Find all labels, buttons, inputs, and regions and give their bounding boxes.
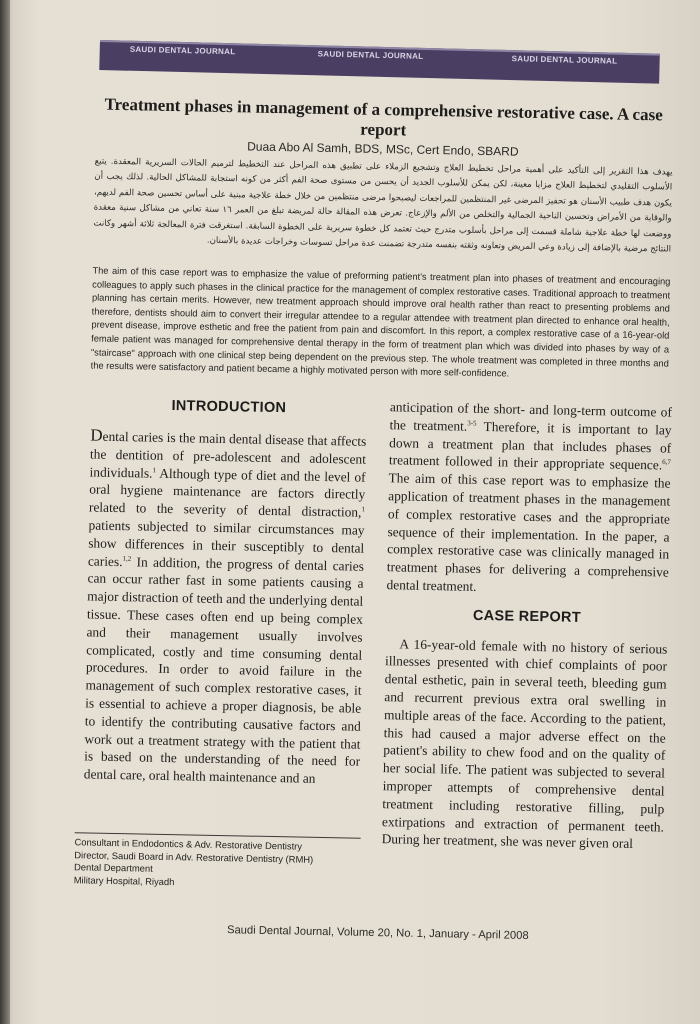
article-title: Treatment phases in management of a comprehensive restorative case. A case report <box>104 94 663 140</box>
footnote-line: Director, Saudi Board in Adv. Restorative Dentistry (RMH) <box>74 848 314 865</box>
english-abstract: The aim of this case report was to emphasize the value of preforming patient's treatment plan into phases of treatment and encouraging colleagues to apply such phases in the clinical practice for the management of complex restorative cases. Traditional approach to treatment planning has certain merits. However, new treatment approach should improve oral health rather than react to presenting problems and therefore, dentists should aim to convert their irregular attendee to a regular attendee with treatment plan directed to enhance oral health, prevent disease, improve esthetic and free the patient from pain and discomfort. In this report, a complex restorative case of a 16-year-old female patient was managed for comprehensive dental therapy in the form of treatment plan which was divided into phases by way of a "staircase" approach with one clinical step being dependent on the previous step. The whole treatment was completed in three months and the results were satisfactory and patient became a highly motivated person with more self-confidence. <box>90 265 671 379</box>
left-column <box>84 426 367 788</box>
header-label: SAUDI DENTAL JOURNAL <box>129 44 236 57</box>
arabic-abstract: يهدف هذا التقرير إلى التأكيد على أهمية مراحل تخطيط العلاج وتشجيع الزملاء على تطبيق هذه المراحل عند التخطيط لترميم الحالات السريرية المعقدة. يتبع الأسلوب التقليدي لتخطيط العلاج مزايا معينة، لكن يمكن للأسلوب الجديد أن يحسن من مستوى صحة الفم أكثر من كونه استجابة للمشاكل الحالية. لذلك يجب أن يكون هدف طبيب الأسنان هو تحفيز المرضى غير المنتظمين للمراجعات ليصبحوا مرضى منتظمين من خلال خطة علاجية مبنية على أساس تحسين صحة الفم لديهم، والوقاية من الأمراض وتحسين الناحية الجمالية والتخلص من الألم والإزعاج. تعرض هذه المقالة حالة لمريضة تبلغ من العمر ١٦ سنة تعاني من مشاكل سنية معقدة ووضعت لها خطة علاجية شاملة قسمت إلى مراحل بأسلوب متدرج حيث تعتمد كل خطوة سريرية على الخطوة السابقة. استغرقت فترة المعالجة ثلاثة أشهر وكانت النتائج مرضية بالإضافة إلى زيادة وعي المريض وتعاونه وثقته بنفسه متدرجة تضمنت عدة مراحل تسوسات وخراجات عديدة بالأسنان. <box>93 156 673 255</box>
introduction-heading: INTRODUCTION <box>171 398 287 417</box>
reference-marker: 1 <box>361 505 366 514</box>
introduction-paragraph-continued: anticipation of the short- and long-term outcome of the treatment.$^{3-5}$ Therefore, it is important to lay down a treatment plan that includes phases of treatment followed in their appropriate sequence.$^{6,7}$ The aim of this case report was to emphasize the application of treatment phases in the management of complex restorative cases and the appropriate sequence of their implementation. In the paper, a complex restorative case was clinically managed in treatment phases for delivering a comprehensive dental treatment. <box>386 399 673 594</box>
case-report-heading: CASE REPORT <box>472 607 582 626</box>
right-column <box>381 398 672 853</box>
reference-marker: 1,2 <box>122 554 132 563</box>
footnote-line: Military Hospital, Riyadh <box>73 874 175 887</box>
article-authors: Duaa Abo Al Samh, BDS, MSc, Cert Endo, SBARD <box>247 139 519 159</box>
author-affiliation-footnote <box>74 836 375 892</box>
drop-cap: D <box>90 425 103 445</box>
header-label: SAUDI DENTAL JOURNAL <box>511 54 618 66</box>
reference-marker: 3-5 <box>467 419 477 428</box>
reference-marker: 1 <box>152 465 157 474</box>
reference-marker: 6,7 <box>662 458 672 467</box>
journal-citation-footer: Saudi Dental Journal, Volume 20, No. 1, January - April 2008 <box>226 924 529 942</box>
case-report-paragraph: A 16-year-old female with no history of serious illnesses presented with chief complaints of poor dental esthetic, pain in several teeth, bleeding gum and recurrent previous extra oral swelling in multiple areas of the face. According to the patient, this had caused a major adverse effect on the patient's ability to chew food and on the quality of her social life. The patient was subjected to several improper attempts of comprehensive dental treatment including restorative filling, pulp extirpations and extraction of permanent teeth. During her treatment, she was never given oral <box>381 635 668 852</box>
introduction-paragraph: Dental caries is the main dental disease that affects the dentition of pre-adolescent and adolescent individuals.$^1$ Although type of diet and the level of oral hygiene maintenance are factors directly related to the severity of dental distraction,$^1$ patients subjected to similar circumstances may show differences in their susceptibly to dental caries.$^{1,2}$ In addition, the progress of dental caries can occur rather fast in some patients causing a major distraction of teeth and the underlying dental tissue. These cases often end up being complex and their management usually involves complicated, costly and time consuming dental procedures. In order to avoid failure in the management of such complex restorative cases, it is essential to achieve a proper diagnosis, be able to identify the contributing causative factors and work out a treatment strategy with the patient that is based on the understanding of the need for dental care, oral health maintenance and an <box>83 425 367 786</box>
footnote-line: Dental Department <box>73 861 153 874</box>
footnote-line: Consultant in Endodontics & Adv. Restorative Dentistry <box>74 836 303 852</box>
header-label: SAUDI DENTAL JOURNAL <box>317 49 424 61</box>
